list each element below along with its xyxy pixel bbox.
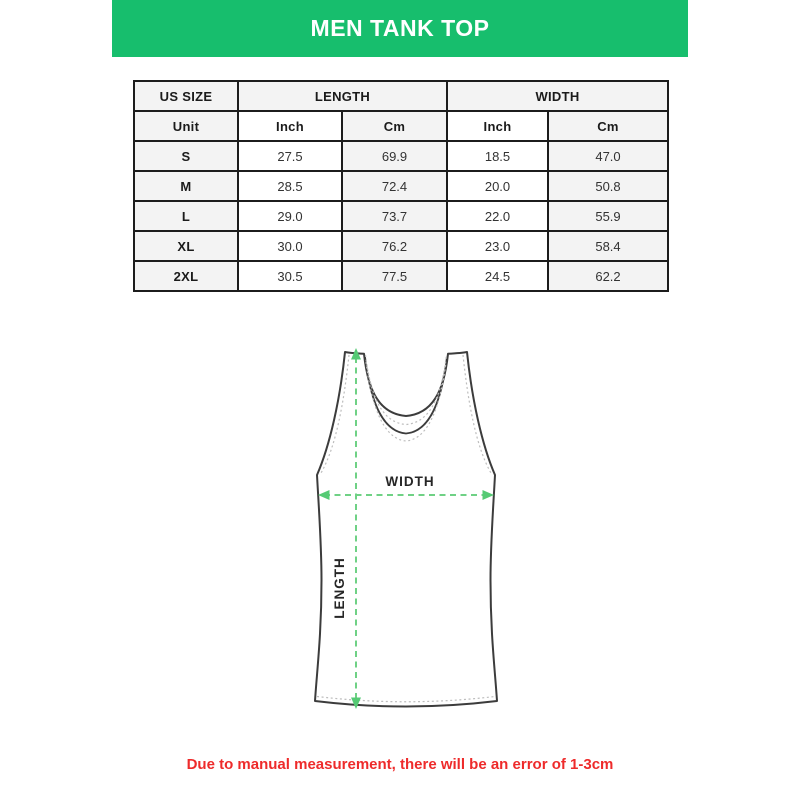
unit-header-row — [134, 111, 668, 141]
unit-length-inch: Inch — [238, 111, 342, 141]
page-title: MEN TANK TOP — [310, 15, 490, 41]
table-cell: 24.5 — [447, 261, 548, 291]
table-cell: 73.7 — [342, 201, 447, 231]
table-cell: 30.0 — [238, 231, 342, 261]
table-row-s — [134, 141, 668, 171]
size-label: M — [134, 171, 238, 201]
table-row-xl — [134, 231, 668, 261]
table-cell: 77.5 — [342, 261, 447, 291]
table-cell: 27.5 — [238, 141, 342, 171]
unit-label: Unit — [134, 111, 238, 141]
size-label: S — [134, 141, 238, 171]
title-banner — [112, 0, 688, 57]
size-label: XL — [134, 231, 238, 261]
table-cell: 50.8 — [548, 171, 668, 201]
measurement-disclaimer: Due to manual measurement, there will be an error of 1-3cm — [186, 756, 614, 773]
tank-top-outline — [315, 352, 497, 707]
size-label: L — [134, 201, 238, 231]
table-cell: 29.0 — [238, 201, 342, 231]
width-label: WIDTH — [385, 474, 435, 489]
tank-top-diagram — [270, 340, 540, 725]
table-cell: 55.9 — [548, 201, 668, 231]
col-header-us-size: US SIZE — [134, 81, 238, 111]
size-chart-table — [133, 80, 669, 292]
table-cell: 47.0 — [548, 141, 668, 171]
table-cell: 22.0 — [447, 201, 548, 231]
table-cell: 69.9 — [342, 141, 447, 171]
table-row-m — [134, 171, 668, 201]
size-label: 2XL — [134, 261, 238, 291]
table-cell: 76.2 — [342, 231, 447, 261]
table-cell: 30.5 — [238, 261, 342, 291]
table-row-2xl — [134, 261, 668, 291]
table-cell: 18.5 — [447, 141, 548, 171]
table-cell: 62.2 — [548, 261, 668, 291]
table-cell: 20.0 — [447, 171, 548, 201]
length-label: LENGTH — [332, 557, 347, 619]
table-cell: 72.4 — [342, 171, 447, 201]
col-header-length: LENGTH — [238, 81, 447, 111]
table-cell: 23.0 — [447, 231, 548, 261]
table-cell: 28.5 — [238, 171, 342, 201]
unit-length-cm: Cm — [342, 111, 447, 141]
table-row-l — [134, 201, 668, 231]
unit-width-cm: Cm — [548, 111, 668, 141]
col-header-width: WIDTH — [447, 81, 668, 111]
group-header-row — [134, 81, 668, 111]
table-cell: 58.4 — [548, 231, 668, 261]
unit-width-inch: Inch — [447, 111, 548, 141]
